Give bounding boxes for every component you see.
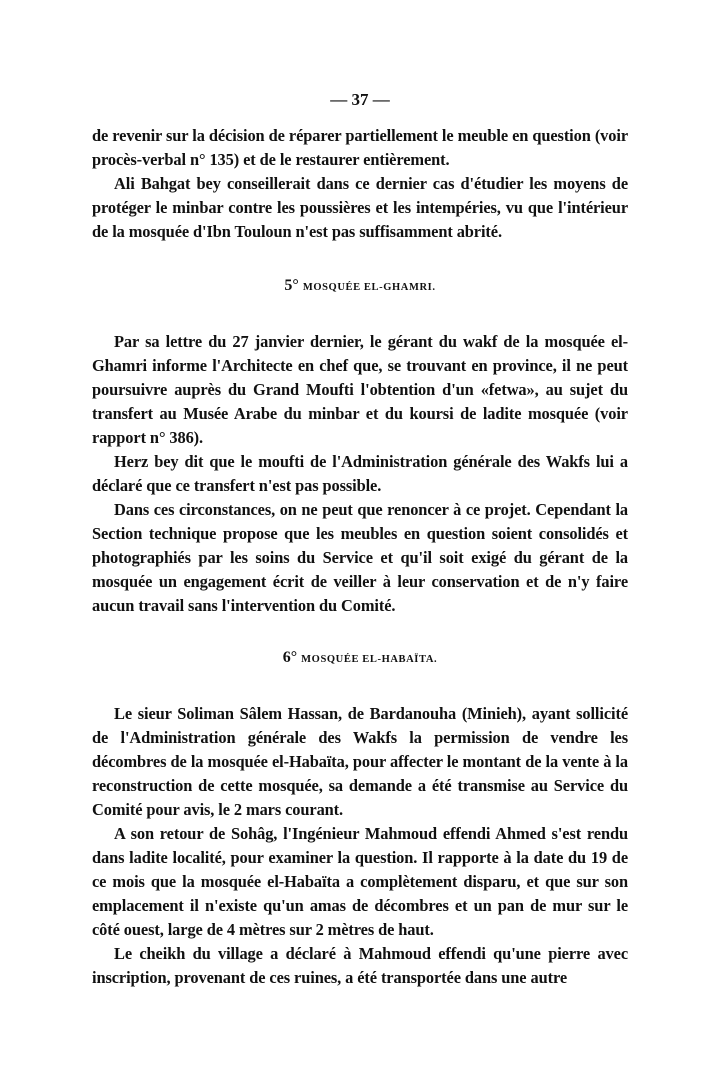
paragraph-section6-3: Le cheikh du village a déclaré à Mahmoud effendi qu'une pierre avec inscription, provenant de ces ruines, a été transportée dans une autre	[92, 944, 628, 987]
paragraph-section5-3: Dans ces circonstances, on ne peut que renoncer à ce projet. Cependant la Section technique propose que les meubles en question soient consolidés et photographiés par les soins du Service et qu'il soit exigé du gérant de la mosquée un engagement écrit de veiller à leur conservation et de n'y faire aucun travail sans l'intervention du Comité.	[92, 500, 628, 615]
paragraph-section6-1: Le sieur Soliman Sâlem Hassan, de Bardanouha (Minieh), ayant sollicité de l'Administration générale des Wakfs la permission de vendre les décombres de la mosquée el-Habaïta, pour affecter le montant de la vente à la reconstruction de cette mosquée, sa demande a été transmise au Service du Comité pour avis, le 2 mars courant.	[92, 704, 628, 819]
section-heading-5	[92, 274, 628, 300]
paragraph-ali-bahgat: Ali Bahgat bey conseillerait dans ce dernier cas d'étudier les moyens de protéger le minbar contre les poussières et les intempéries, vu que l'intérieur de la mosquée d'Ibn Touloun n'est pas suffisamment abrité.	[92, 174, 628, 241]
page-number: — 37 —	[330, 90, 390, 109]
paragraph-section5-2: Herz bey dit que le moufti de l'Administration générale des Wakfs lui a déclaré que ce transfert n'est pas possible.	[92, 452, 628, 495]
document-page	[92, 88, 628, 990]
paragraph-section5-1: Par sa lettre du 27 janvier dernier, le gérant du wakf de la mosquée el-Ghamri informe l'Architecte en chef que, se trouvant en province, il ne peut poursuivre auprès du Grand Moufti l'obtention d'un «fetwa», au sujet du transfert au Musée Arabe du minbar et du koursi de ladite mosquée (voir rapport n° 386).	[92, 332, 628, 447]
section-title: MOSQUÉE EL-GHAMRI.	[302, 282, 436, 293]
section-title: MOSQUÉE EL-HABAÏTA.	[301, 654, 438, 665]
paragraph-continuation: de revenir sur la décision de réparer partiellement le meuble en question (voir procès-verbal n° 135) et de le restaurer entièrement.	[92, 126, 628, 169]
section-number: 5°	[284, 277, 299, 294]
section-heading-6	[92, 646, 628, 672]
paragraph-section6-2: A son retour de Sohâg, l'Ingénieur Mahmoud effendi Ahmed s'est rendu dans ladite localité, pour examiner la question. Il rapporte à la date du 19 de ce mois que la mosquée el-Habaïta a complètement disparu, et que sur son emplacement il n'existe qu'un amas de décombres et un pan de mur sur le côté ouest, large de 4 mètres sur 2 mètres de haut.	[92, 824, 628, 939]
section-number: 6°	[282, 649, 298, 666]
